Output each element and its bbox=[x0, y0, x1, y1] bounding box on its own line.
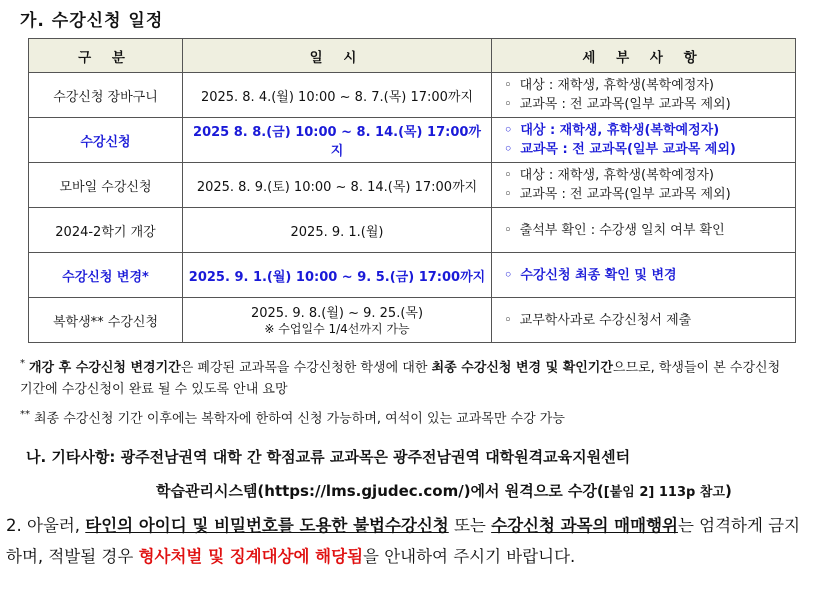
detail-item: ◦ 교무학사과로 수강신청서 제출 bbox=[504, 311, 791, 330]
row-category: 2024-2학기 개강 bbox=[29, 208, 183, 253]
row-details bbox=[492, 208, 796, 253]
row-details bbox=[492, 118, 796, 163]
footnote-1 bbox=[20, 353, 795, 401]
footnote-marker: ** bbox=[20, 409, 30, 420]
underlined-term: 타인의 아이디 및 비밀번호를 도용한 불법수강신청 bbox=[85, 516, 449, 535]
footnote-bold-term: 최종 수강신청 변경 및 확인기간 bbox=[431, 360, 613, 376]
row-datetime: 2025. 9. 1.(월) 10:00 ~ 9. 5.(금) 17:00까지 bbox=[183, 253, 492, 298]
header-category: 구 분 bbox=[29, 39, 183, 73]
other-notes-main: 학습관리시스템(https://lms.gjudec.com/)에서 원격으로 수강( bbox=[156, 482, 604, 500]
row-category: 모바일 수강신청 bbox=[29, 163, 183, 208]
other-notes bbox=[26, 440, 806, 510]
row-details bbox=[492, 298, 796, 343]
row-category: 수강신청 장바구니 bbox=[29, 73, 183, 118]
attachment-reference: [붙임 2] 113p 참고 bbox=[603, 485, 725, 500]
row-details bbox=[492, 73, 796, 118]
table-header-row bbox=[29, 39, 796, 73]
detail-item: ◦ 교과목 : 전 교과목(일부 교과목 제외) bbox=[504, 185, 791, 204]
footnote-marker: * bbox=[20, 358, 25, 369]
section-title: 가. 수강신청 일정 bbox=[20, 11, 164, 31]
underlined-term: 수강신청 과목의 매매행위 bbox=[491, 516, 678, 535]
table-row bbox=[29, 298, 796, 343]
row-datetime: 2025. 9. 8.(월) ~ 9. 25.(목) bbox=[250, 306, 424, 321]
paragraph-text: 는 엄격하게 금지하며, 적발될 경우 bbox=[6, 516, 801, 566]
row-datetime-note: ※ 수업일수 1/4선까지 가능 bbox=[264, 322, 410, 336]
row-details bbox=[492, 253, 796, 298]
table-row bbox=[29, 253, 796, 298]
detail-item: ◦ 교과목 : 전 교과목(일부 교과목 제외) bbox=[504, 140, 791, 159]
detail-item: ◦ 대상 : 재학생, 휴학생(복학예정자) bbox=[504, 121, 791, 140]
header-datetime: 일 시 bbox=[183, 39, 492, 73]
row-details bbox=[492, 163, 796, 208]
row-category: 수강신청 변경* bbox=[29, 253, 183, 298]
footnote-text: 최종 수강신청 기간 이후에는 복학자에 한하여 신청 가능하며, 여석이 있는 교과목만 수강 가능 bbox=[34, 411, 565, 427]
table-row bbox=[29, 163, 796, 208]
footnote-bold-term: 개강 후 수강신청 변경기간 bbox=[29, 360, 181, 376]
other-notes-end: ) bbox=[724, 482, 732, 500]
detail-item: ◦ 대상 : 재학생, 휴학생(복학예정자) bbox=[504, 76, 791, 95]
paragraph-2 bbox=[6, 510, 806, 572]
other-notes-line1: 나. 기타사항: 광주전남권역 대학 간 학점교류 교과목은 광주전남권역 대학원격교육지원센터 bbox=[26, 448, 631, 466]
warning-text: 형사처벌 및 징계대상에 해당됨 bbox=[138, 547, 364, 566]
row-datetime: 2025. 9. 1.(월) bbox=[183, 208, 492, 253]
row-category: 수강신청 bbox=[29, 118, 183, 163]
footnote-text: 은 폐강된 교과목을 수강신청한 학생에 대한 bbox=[180, 360, 432, 376]
detail-item: ◦ 출석부 확인 : 수강생 일치 여부 확인 bbox=[504, 221, 791, 240]
footnote-2 bbox=[20, 404, 565, 430]
row-datetime: 2025. 8. 4.(월) 10:00 ~ 8. 7.(목) 17:00까지 bbox=[183, 73, 492, 118]
paragraph-number: 2. 아울러, bbox=[6, 516, 86, 535]
table-row bbox=[29, 73, 796, 118]
footnote-text: 으므로, 학생들이 본 수강신청 기간에 수강신청이 완료 될 수 있도록 안내 요망 bbox=[20, 360, 781, 398]
table-row bbox=[29, 208, 796, 253]
paragraph-text: 또는 bbox=[448, 516, 492, 535]
schedule-table bbox=[28, 38, 796, 343]
detail-item: ◦ 수강신청 최종 확인 및 변경 bbox=[504, 266, 791, 285]
row-datetime: 2025. 8. 9.(토) 10:00 ~ 8. 14.(목) 17:00까지 bbox=[183, 163, 492, 208]
row-datetime: 2025 8. 8.(금) 10:00 ~ 8. 14.(목) 17:00까지 bbox=[183, 118, 492, 163]
detail-item: ◦ 교과목 : 전 교과목(일부 교과목 제외) bbox=[504, 95, 791, 114]
table-row bbox=[29, 118, 796, 163]
detail-item: ◦ 대상 : 재학생, 휴학생(복학예정자) bbox=[504, 166, 791, 185]
row-category: 복학생** 수강신청 bbox=[29, 298, 183, 343]
other-notes-line2 bbox=[26, 474, 806, 510]
header-details: 세 부 사 항 bbox=[492, 39, 796, 73]
paragraph-text: 을 안내하여 주시기 바랍니다. bbox=[363, 547, 576, 566]
row-datetime-cell bbox=[183, 298, 492, 343]
